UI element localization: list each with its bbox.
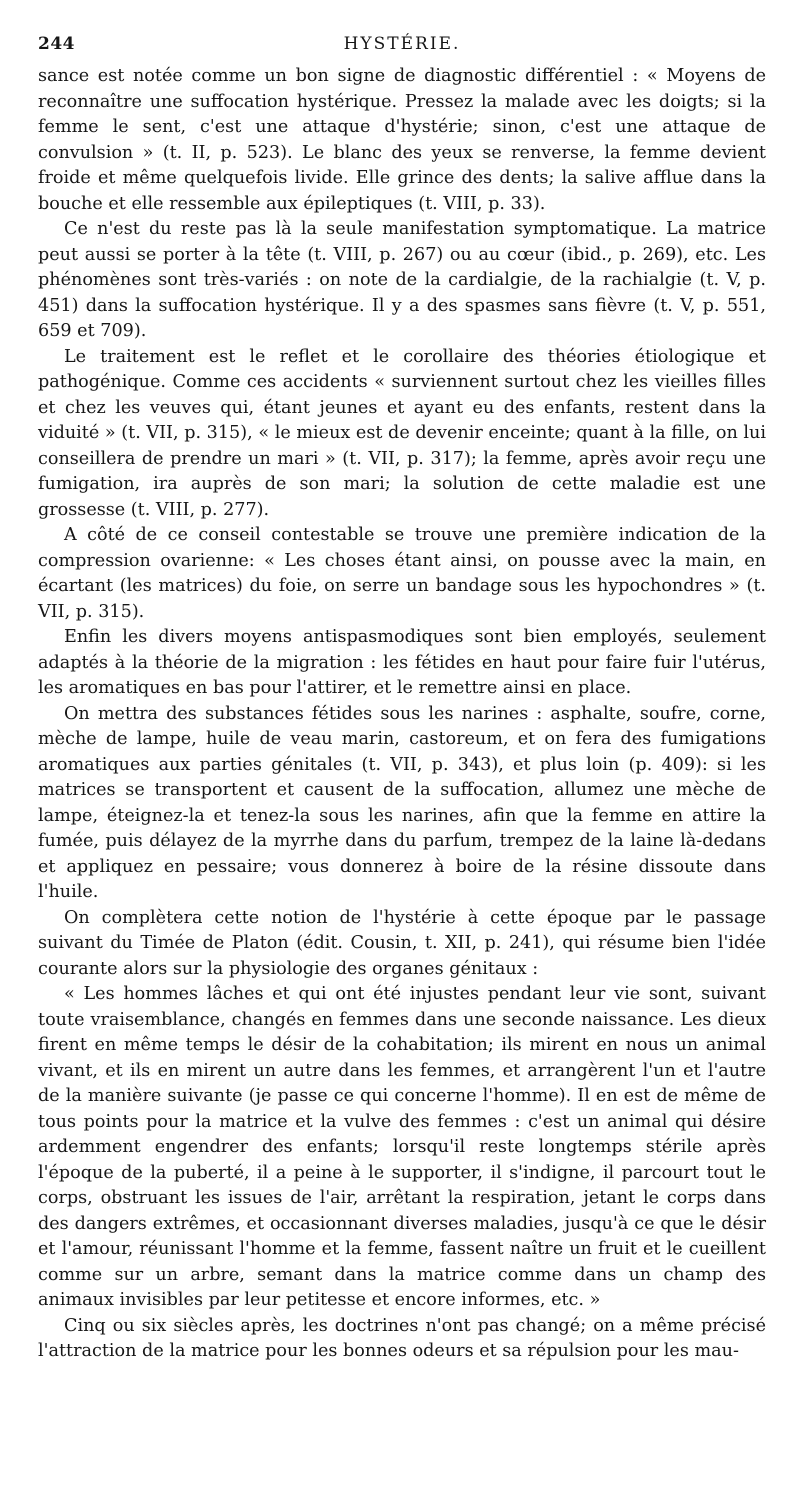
body-text	[38, 64, 766, 1365]
paragraph-treatment: Le traitement est le reflet et le corollaire des théories étiologique et pathogénique. Comme ces accidents « surviennent surtout chez les vieilles filles et chez les veuves qui, étant jeunes et ayant eu des enfants, restent dans la viduité » (t. VII, p. 315), « le mieux est de devenir enceinte; quant à la fille, on lui conseillera de prendre un mari » (t. VII, p. 317); la femme, après avoir reçu une fumigation, ira auprès de son mari; la solution de cette maladie est une grossesse (t. VIII, p. 277).	[38, 346, 766, 520]
running-title: HYSTÉRIE.	[343, 34, 461, 54]
paragraph-fumigations: On mettra des substances fétides sous les narines : asphalte, soufre, corne, mèche de lampe, huile de veau marin, castoreum, et on fera des fumigations aromatiques aux parties génitales (t. VII, p. 343), et plus loin (p. 409): si les matrices se transportent et causent de la suffocation, allumez une mèche de lampe, éteignez-la et tenez-la sous les narines, afin que la femme en attire la fumée, puis délayez de la myrrhe dans du parfum, trempez de la laine là-dedans et appliquez en pessaire; vous donnerez à boire de la résine dissoute dans l'huile.	[38, 703, 766, 902]
page-header	[38, 34, 766, 58]
paragraph-compression: A côté de ce conseil contestable se trouve une première indication de la compression ovarienne: « Les choses étant ainsi, on pousse avec la main, en écartant (les matrices) du foie, on serre un bandage sous les hypochondres » (t. VII, p. 315).	[38, 525, 766, 622]
paragraph-symptoms: Ce n'est du reste pas là la seule manifestation symptomatique. La matrice peut aussi se porter à la tête (t. VIII, p. 267) ou au cœur (ibid., p. 269), etc. Les phénomènes sont très-variés : on note de la cardialgie, de la rachialgie (t. V, p. 451) dans la suffocation hystérique. Il y a des spasmes sans fièvre (t. V, p. 551, 659 et 709).	[38, 219, 766, 341]
page-number: 244	[38, 34, 75, 54]
paragraph-conclusion: Cinq ou six siècles après, les doctrines n'ont pas changé; on a même précisé l'attraction de la matrice pour les bonnes odeurs et sa répulsion pour les mau-	[38, 1315, 766, 1361]
paragraph-continuation: sance est notée comme un bon signe de diagnostic différentiel : « Moyens de reconnaître une suffocation hystérique. Pressez la malade avec les doigts; si la femme le sent, c'est une attaque d'hystérie; sinon, c'est une attaque de convulsion » (t. II, p. 523). Le blanc des yeux se renverse, la femme devient froide et même quelquefois livide. Elle grince des dents; la salive afflue dans la bouche et elle ressemble aux épileptiques (t. VIII, p. 33).	[38, 66, 766, 214]
paragraph-antispasmodics: Enfin les divers moyens antispasmodiques sont bien employés, seulement adaptés à la théorie de la migration : les fétides en haut pour faire fuir l'utérus, les aromatiques en bas pour l'attirer, et le remettre ainsi en place.	[38, 627, 766, 698]
paragraph-timee-intro: On complètera cette notion de l'hystérie à cette époque par le passage suivant du Timée de Platon (édit. Cousin, t. XII, p. 241), qui résume bien l'idée courante alors sur la physiologie des organes génitaux :	[38, 907, 766, 979]
paragraph-timee-quote: « Les hommes lâches et qui ont été injustes pendant leur vie sont, suivant toute vraisemblance, changés en femmes dans une seconde naissance. Les dieux firent en même temps le désir de la cohabitation; ils mirent en nous un animal vivant, et ils en mirent un autre dans les femmes, et arrangèrent l'un et l'autre de la manière suivante (je passe ce qui concerne l'homme). Il en est de même de tous points pour la matrice et la vulve des femmes : c'est un animal qui désire ardemment engendrer des enfants; lorsqu'il reste longtemps stérile après l'époque de la puberté, il a peine à le supporter, il s'indigne, il parcourt tout le corps, obstruant les issues de l'air, arrêtant la respiration, jetant le corps dans des dangers extrêmes, et occasionnant diverses maladies, jusqu'à ce que le désir et l'amour, réunissant l'homme et la femme, fassent naître un fruit et le cueillent comme sur un arbre, semant dans la matrice comme dans un champ des animaux invisibles par leur petitesse et encore informes, etc. »	[38, 984, 766, 1310]
